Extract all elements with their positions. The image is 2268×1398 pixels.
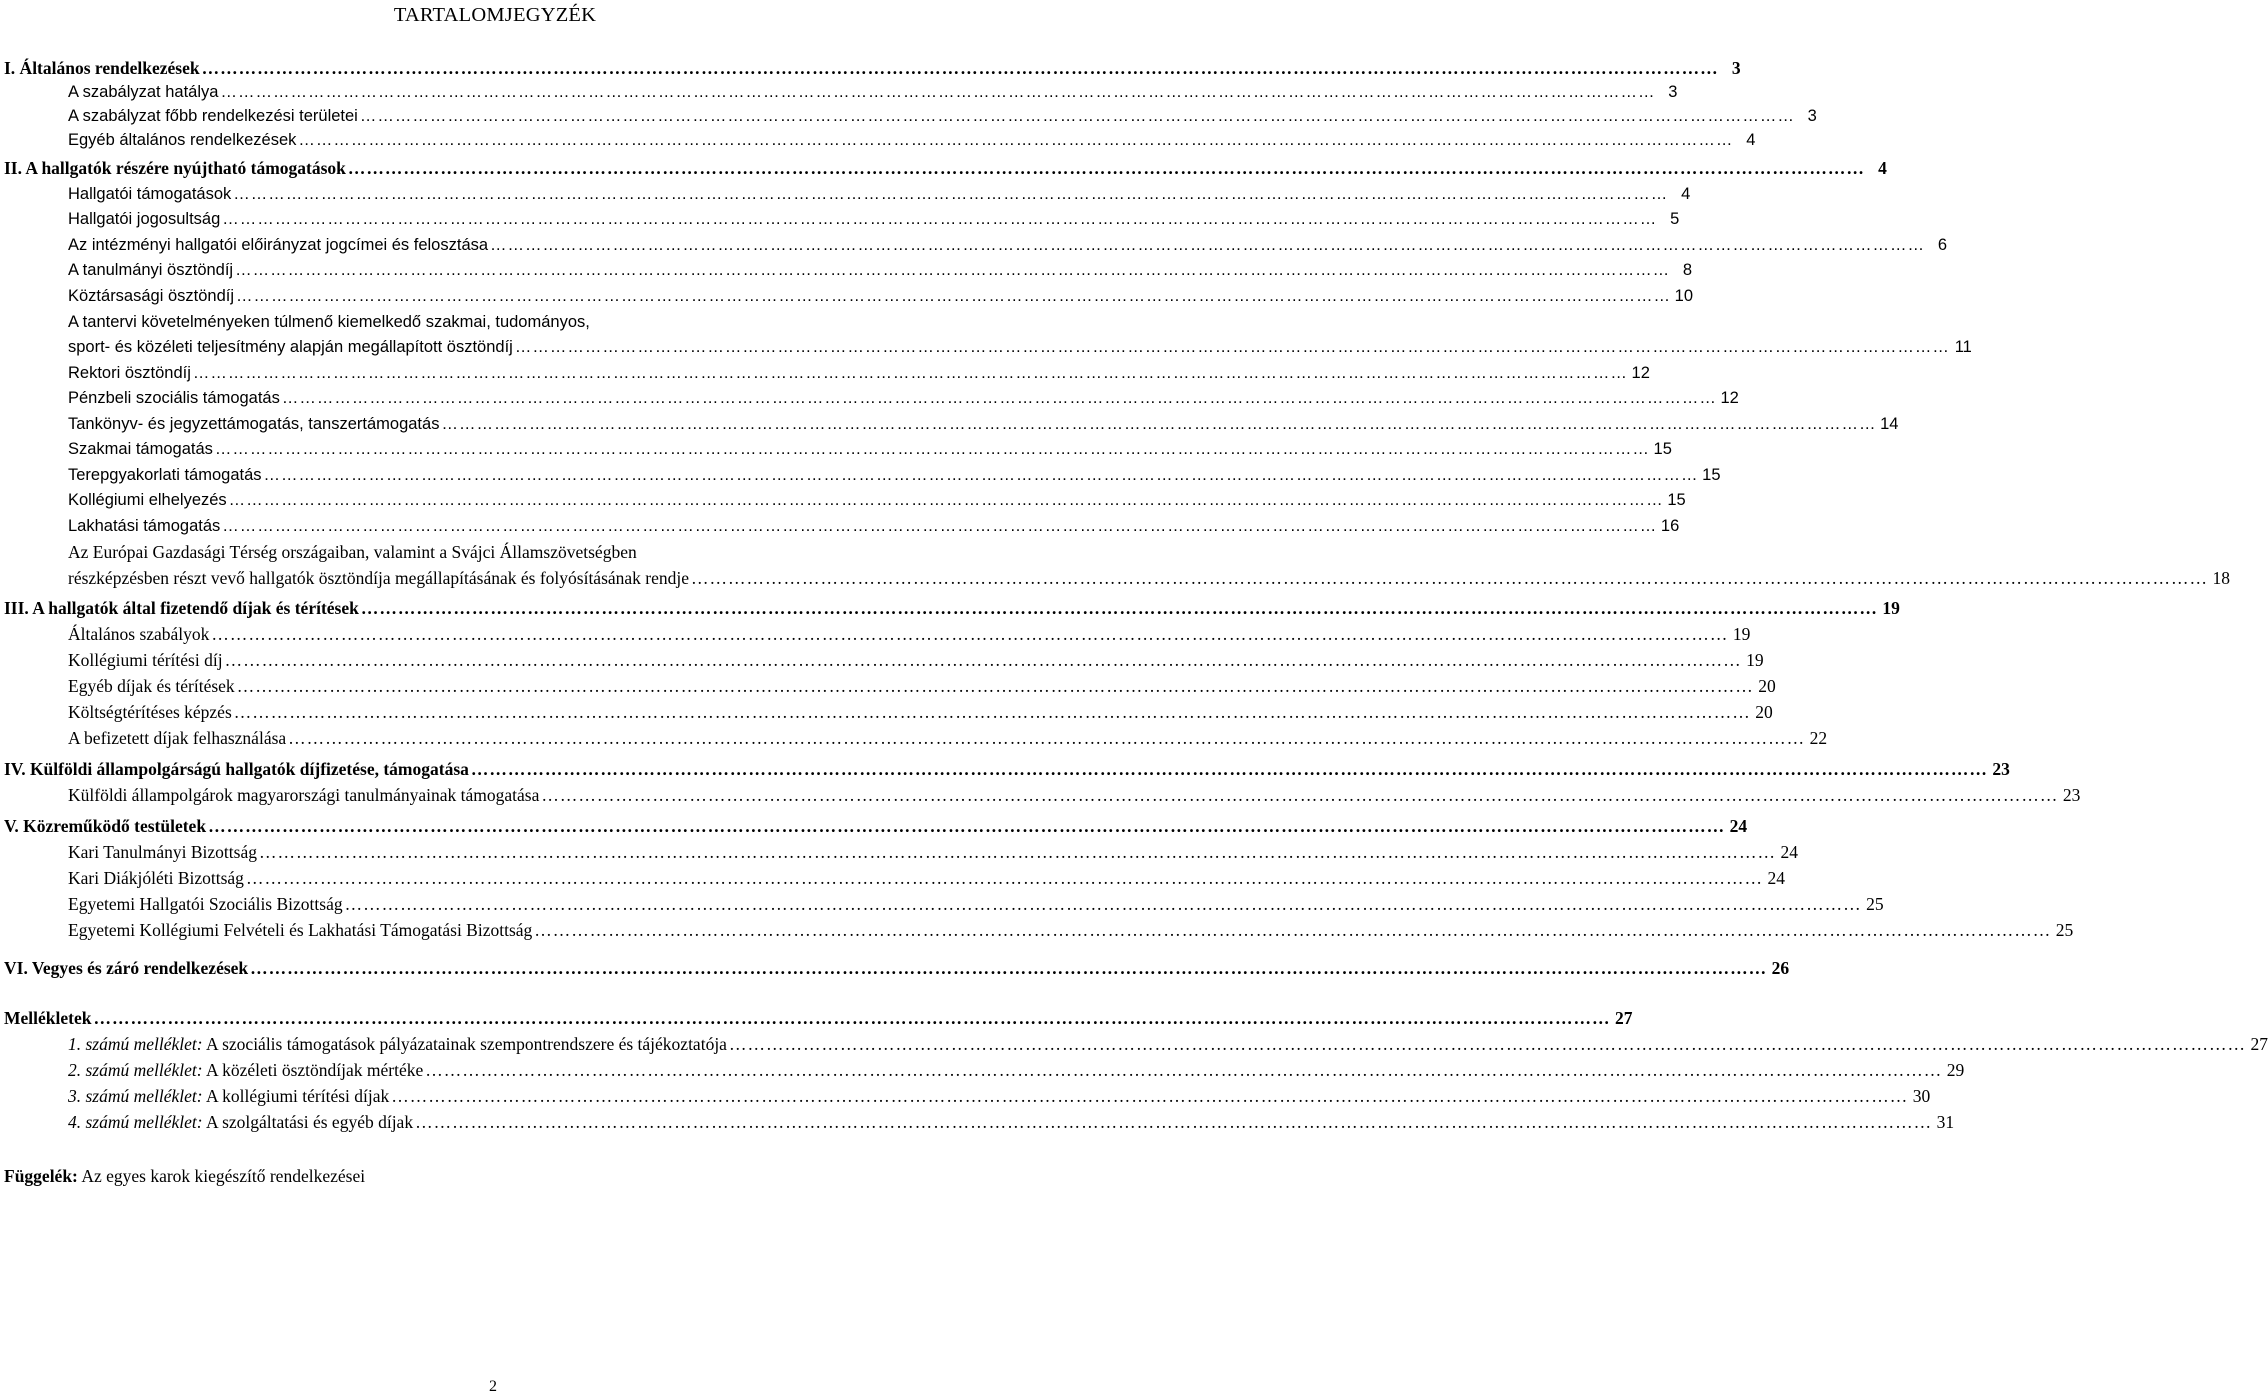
toc-entry-title-line: Az Európai Gazdasági Térség országaiban, valamint a Svájci Államszövetségben xyxy=(68,542,637,562)
toc-entry[interactable] xyxy=(68,182,1691,206)
toc-leader-dots xyxy=(222,207,1657,231)
toc-entry[interactable] xyxy=(68,726,1828,750)
toc-entry-page: 23 xyxy=(2062,785,2081,805)
toc-entry-page: 3 xyxy=(1807,107,1817,125)
toc-entry-title: Általános szabályok xyxy=(68,624,210,644)
toc-entry-title: A szabályzat hatálya xyxy=(68,83,219,101)
toc-leader-dots xyxy=(235,258,1670,282)
toc-entry-title: IV. Külföldi állampolgárságú hallgatók díjfizetése, támogatása xyxy=(4,759,469,779)
toc-entry-title: Egyetemi Hallgatói Szociális Bizottság xyxy=(68,894,343,914)
toc-leader-dots xyxy=(236,284,1671,308)
toc-entry[interactable] xyxy=(68,840,1798,864)
toc-entry-title: Kollégiumi elhelyezés xyxy=(68,491,227,509)
annex-prefix: 2. számú melléklet: xyxy=(68,1060,203,1080)
toc-entry-title: Egyéb általános rendelkezések xyxy=(68,131,297,149)
toc-entry-title: II. A hallgatók részére nyújtható támogatások xyxy=(4,158,346,178)
toc-entry-title: Az intézményi hallgatói előirányzat jogcímei és felosztása xyxy=(68,236,489,254)
toc-entry[interactable] xyxy=(68,622,1751,646)
toc-leader-dots xyxy=(250,956,1767,980)
toc-entry-page: 19 xyxy=(1732,624,1751,644)
toc-entry-page: 15 xyxy=(1702,466,1721,484)
toc-entry[interactable] xyxy=(68,80,1678,104)
toc-entry[interactable] xyxy=(68,258,1693,282)
toc-entry-page: 12 xyxy=(1631,364,1650,382)
toc-entry-title: VI. Vegyes és záró rendelkezések xyxy=(4,958,249,978)
toc-leader-dots xyxy=(234,700,1751,724)
toc-entry-page: 24 xyxy=(1729,816,1748,836)
toc-entry-page: 26 xyxy=(1771,958,1790,978)
toc-leader-dots xyxy=(220,80,1655,104)
toc-entry[interactable] xyxy=(68,104,1817,128)
toc-entry-page: 5 xyxy=(1670,210,1680,228)
toc-entry-page: 20 xyxy=(1758,676,1776,696)
toc-entry[interactable] xyxy=(68,335,1972,359)
toc-entry-section-5[interactable] xyxy=(4,814,1748,838)
toc-entry-page: 25 xyxy=(1866,894,1884,914)
annex-prefix: 3. számú melléklet: xyxy=(68,1086,203,1106)
page-number: 2 xyxy=(489,1378,497,1395)
toc-entry-title: A befizetett díjak felhasználása xyxy=(68,728,287,748)
toc-leader-dots xyxy=(246,866,1763,890)
toc-entry-title xyxy=(68,1084,389,1108)
toc-leader-dots xyxy=(345,892,1862,916)
toc-entry-title: Kari Diákjóléti Bizottság xyxy=(68,868,244,888)
toc-entry-page: 19 xyxy=(1882,598,1900,618)
toc-entry-supplement[interactable] xyxy=(4,1164,365,1188)
toc-entry-title: Hallgatói támogatások xyxy=(68,185,232,203)
toc-entry-annex-1[interactable] xyxy=(68,1032,2268,1056)
toc-entry-title: Kollégiumi térítési díj xyxy=(68,650,223,670)
toc-entry-page: 3 xyxy=(1731,58,1741,78)
toc-entry-page: 6 xyxy=(1937,236,1948,254)
toc-entry-page: 15 xyxy=(1653,440,1672,458)
toc-entry-page: 27 xyxy=(2250,1034,2268,1054)
toc-leader-dots xyxy=(360,104,1795,128)
toc-entry-title: sport- és közéleti teljesítmény alapján megállapított ösztöndíj xyxy=(68,338,513,356)
toc-leader-dots xyxy=(425,1058,1942,1082)
toc-entry-title: Pénzbeli szociális támogatás xyxy=(68,389,280,407)
toc-leader-dots xyxy=(202,56,1719,80)
toc-leader-dots xyxy=(471,757,1988,781)
toc-leader-dots xyxy=(259,840,1776,864)
toc-entry-title: Külföldi állampolgárok magyarországi tanulmányainak támogatása xyxy=(68,785,540,805)
toc-entry[interactable] xyxy=(68,700,1773,724)
toc-entry-title: III. A hallgatók által fizetendő díjak és térítések xyxy=(4,598,359,618)
toc-entry-page: 12 xyxy=(1720,389,1739,407)
toc-leader-dots xyxy=(229,488,1664,512)
annex-prefix: 4. számú melléklet: xyxy=(68,1112,203,1132)
toc-leader-dots xyxy=(490,233,1925,257)
toc-entry-page: 23 xyxy=(1992,759,2010,779)
toc-entry-title xyxy=(68,1032,727,1056)
toc-entry[interactable] xyxy=(68,566,2231,590)
toc-entry[interactable] xyxy=(68,361,1650,385)
toc-leader-dots xyxy=(515,335,1950,359)
toc-entry-title: V. Közreműködő testületek xyxy=(4,816,207,836)
toc-leader-dots xyxy=(264,463,1699,487)
toc-entry-title xyxy=(68,1058,423,1082)
toc-leader-dots xyxy=(93,1006,1610,1030)
toc-entry-title: Egyéb díjak és térítések xyxy=(68,676,235,696)
toc-entry[interactable] xyxy=(68,437,1672,461)
toc-entry-page: 20 xyxy=(1755,702,1773,722)
toc-entry-page: 4 xyxy=(1681,185,1691,203)
toc-entry-section-2[interactable] xyxy=(4,156,1887,180)
toc-leader-dots xyxy=(391,1084,1908,1108)
toc-leader-dots xyxy=(415,1110,1932,1134)
toc-entry-title: Köztársasági ösztöndíj xyxy=(68,287,235,305)
supplement-label: Függelék: xyxy=(4,1166,78,1186)
toc-entry[interactable] xyxy=(68,514,1680,538)
toc-entry-page: 14 xyxy=(1880,415,1899,433)
toc-entry[interactable] xyxy=(68,128,1756,152)
toc-entry-title: Mellékletek xyxy=(4,1008,92,1028)
toc-entry-page: 4 xyxy=(1746,131,1756,149)
toc-entry[interactable] xyxy=(68,488,1686,512)
toc-entry-section-4[interactable] xyxy=(4,757,2010,781)
toc-entry-page: 4 xyxy=(1878,158,1887,178)
toc-entry-page: 3 xyxy=(1668,83,1678,101)
toc-entry-page: 27 xyxy=(1614,1008,1633,1028)
toc-entry-page: 30 xyxy=(1912,1086,1931,1106)
toc-entry-page: 31 xyxy=(1936,1112,1955,1132)
toc-entry-title: Hallgatói jogosultság xyxy=(68,210,221,228)
toc-entry-annex-2[interactable] xyxy=(68,1058,1965,1082)
toc-entry-page: 22 xyxy=(1809,728,1828,748)
toc-entry-page: 29 xyxy=(1946,1060,1965,1080)
toc-leader-dots xyxy=(441,412,1876,436)
toc-leader-dots xyxy=(348,156,1865,180)
toc-leader-dots xyxy=(222,514,1657,538)
toc-entry-page: 24 xyxy=(1780,842,1798,862)
toc-leader-dots xyxy=(193,361,1628,385)
toc-leader-dots xyxy=(361,596,1878,620)
toc-entry-title: Költségtérítéses képzés xyxy=(68,702,232,722)
toc-leader-dots xyxy=(541,783,2058,807)
toc-entry-title: Egyetemi Kollégiumi Felvételi és Lakhatási Támogatási Bizottság xyxy=(68,920,533,940)
toc-entry-title: Szakmai támogatás xyxy=(68,440,213,458)
toc-entry-section-6[interactable] xyxy=(4,956,1790,980)
annex-prefix: 1. számú melléklet: xyxy=(68,1034,203,1054)
annex-title: A szolgáltatási és egyéb díjak xyxy=(206,1112,414,1132)
toc-entry[interactable] xyxy=(68,207,1680,231)
toc-entry[interactable] xyxy=(68,783,2081,807)
toc-leader-dots xyxy=(282,386,1717,410)
toc-leader-dots xyxy=(208,814,1725,838)
annex-title: A szociális támogatások pályázatainak szempontrendszere és tájékoztatója xyxy=(206,1034,727,1054)
toc-leader-dots xyxy=(298,128,1733,152)
annex-title: A kollégiumi térítési díjak xyxy=(206,1086,390,1106)
toc-leader-dots xyxy=(237,674,1754,698)
toc-entry-title-line: A tantervi követelményeken túlmenő kiemelkedő szakmai, tudományos, xyxy=(68,313,590,331)
toc-entry-page: 8 xyxy=(1682,261,1693,279)
toc-entry[interactable] xyxy=(68,866,1785,890)
toc-entry-page: 25 xyxy=(2055,920,2074,940)
toc-entry-section-1[interactable] xyxy=(4,56,1741,80)
toc-entry-title xyxy=(68,1110,413,1134)
toc-leader-dots xyxy=(729,1032,2246,1056)
toc-entry-title: részképzésben részt vevő hallgatók ösztöndíja megállapításának és folyósításának rendje xyxy=(68,568,690,588)
toc-entry[interactable] xyxy=(68,233,1948,257)
toc-entry[interactable] xyxy=(68,412,1899,436)
toc-entry-page: 24 xyxy=(1767,868,1785,888)
toc-entry[interactable] xyxy=(68,386,1739,410)
toc-leader-dots xyxy=(211,622,1728,646)
supplement-title: Az egyes karok kiegészítő rendelkezései xyxy=(81,1166,366,1186)
toc-entry-page: 19 xyxy=(1746,650,1764,670)
toc-entry[interactable] xyxy=(68,674,1776,698)
toc-entry[interactable] xyxy=(68,892,1884,916)
toc-leader-dots xyxy=(215,437,1650,461)
toc-entry-page: 18 xyxy=(2212,568,2231,588)
toc-entry-annex-3[interactable] xyxy=(68,1084,1931,1108)
toc-entry-title: Lakhatási támogatás xyxy=(68,517,221,535)
toc-leader-dots xyxy=(225,648,1742,672)
toc-entry-title: Tankönyv- és jegyzettámogatás, tanszertámogatás xyxy=(68,415,440,433)
toc-entry[interactable] xyxy=(68,463,1721,487)
toc-entry-page: 15 xyxy=(1667,491,1686,509)
toc-leader-dots xyxy=(691,566,2208,590)
toc-entry-page: 10 xyxy=(1674,287,1694,305)
toc-entry-title: Kari Tanulmányi Bizottság xyxy=(68,842,257,862)
annex-title: A közéleti ösztöndíjak mértéke xyxy=(206,1060,424,1080)
toc-entry-title: I. Általános rendelkezések xyxy=(4,58,200,78)
toc-entry-title: Rektori ösztöndíj xyxy=(68,364,191,382)
page-title: TARTALOMJEGYZÉK xyxy=(393,4,597,26)
toc-entry[interactable] xyxy=(68,918,2074,942)
toc-leader-dots xyxy=(233,182,1668,206)
toc-entry-appendices[interactable] xyxy=(4,1006,1633,1030)
toc-entry-title: Terepgyakorlati támogatás xyxy=(68,466,262,484)
toc-entry[interactable] xyxy=(68,284,1694,308)
toc-entry-page: 16 xyxy=(1660,517,1680,535)
toc-entry-title: A szabályzat főbb rendelkezési területei xyxy=(68,107,358,125)
toc-leader-dots xyxy=(534,918,2051,942)
toc-entry-section-3[interactable] xyxy=(4,596,1900,620)
toc-entry-annex-4[interactable] xyxy=(68,1110,1955,1134)
toc-leader-dots xyxy=(288,726,1805,750)
toc-entry[interactable] xyxy=(68,648,1764,672)
toc-entry-title: A tanulmányi ösztöndíj xyxy=(68,261,234,279)
toc-entry-page: 11 xyxy=(1954,338,1972,356)
